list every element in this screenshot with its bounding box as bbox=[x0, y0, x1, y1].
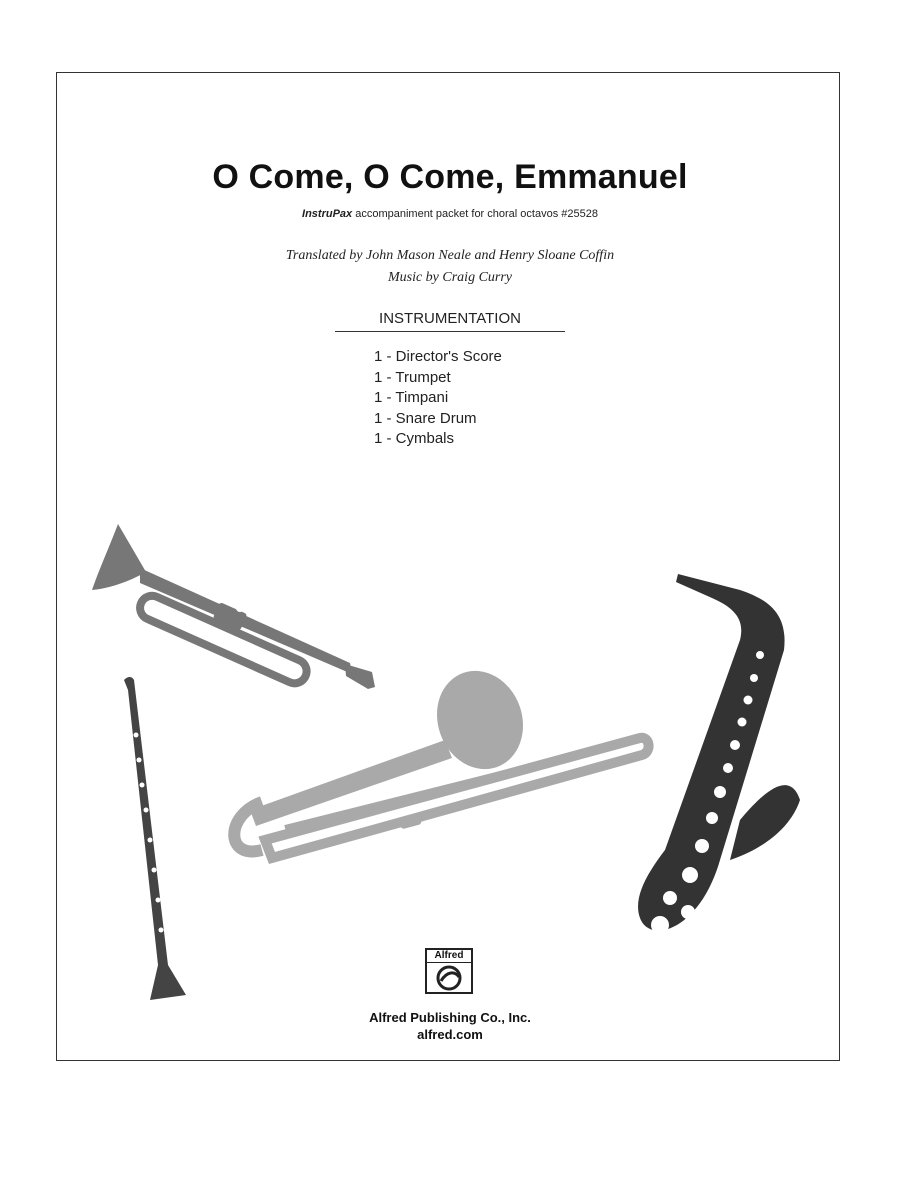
subtitle-brand: InstruPax bbox=[302, 208, 353, 220]
list-item: 1 - Director's Score bbox=[374, 348, 502, 365]
logo-wordmark: Alfred bbox=[427, 950, 471, 963]
list-item: 1 - Timpani bbox=[374, 389, 449, 406]
list-item: 1 - Trumpet bbox=[374, 368, 451, 386]
translator-credit: Translated by John Mason Neale and Henry Sloane Coffin bbox=[285, 248, 615, 263]
logo-emblem-icon bbox=[427, 963, 471, 993]
list-item: 1 - Cymbals bbox=[374, 430, 455, 447]
saxophone-icon bbox=[638, 574, 800, 934]
list-item: 1 - Snare Drum bbox=[374, 409, 477, 427]
trombone-icon bbox=[234, 659, 648, 858]
clarinet-icon bbox=[124, 677, 186, 1000]
instrumentation-heading: INSTRUMENTATION bbox=[335, 310, 565, 332]
trumpet-icon bbox=[92, 524, 375, 689]
publisher-logo bbox=[425, 948, 473, 994]
composer-credit: Music by Craig Curry bbox=[387, 270, 513, 285]
publisher-website: alfred.com bbox=[417, 1027, 483, 1042]
subtitle-text: accompaniment packet for choral octavos #25528 bbox=[352, 208, 598, 220]
publisher-name: Alfred Publishing Co., Inc. bbox=[369, 1010, 531, 1025]
page-title: O Come, O Come, Emmanuel bbox=[212, 158, 688, 196]
